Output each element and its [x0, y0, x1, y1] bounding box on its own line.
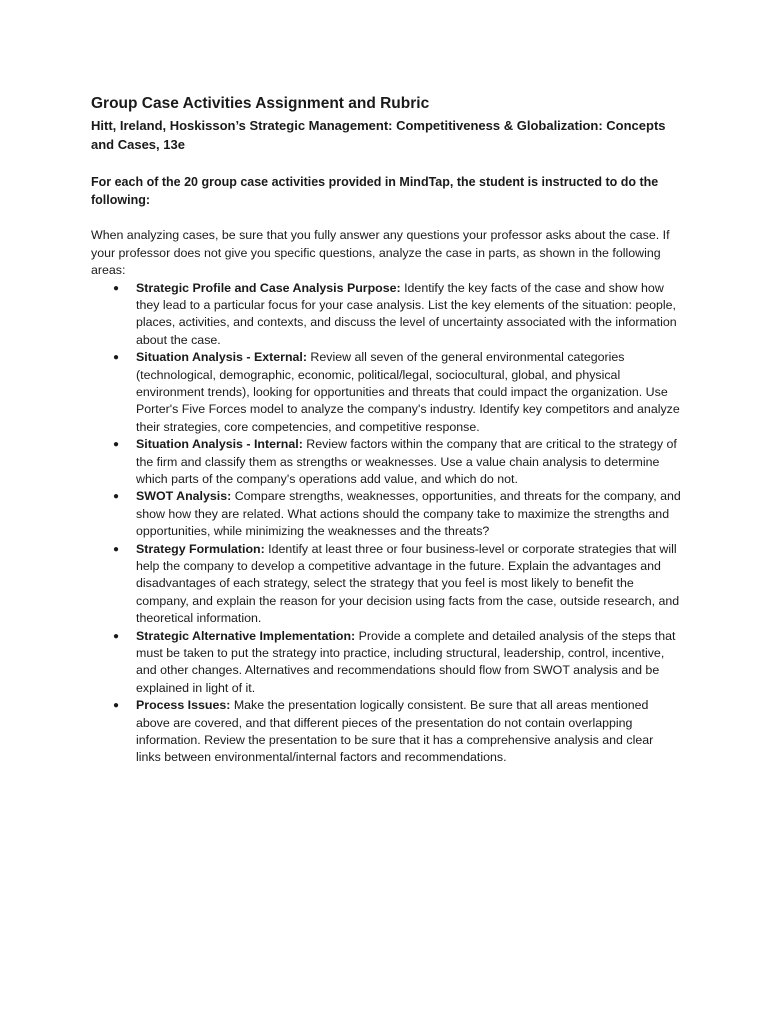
analysis-area-description: Make the presentation logically consistent. Be sure that all areas mentioned above are covered, and that different pieces of the presentation do not contain overlapping information. Review the presentation to be sure that it has a comprehensive analysis and clear links between environmental/internal factors and recommendations. [136, 698, 654, 765]
analysis-area-term: Process Issues: [136, 698, 231, 713]
analysis-area-item [91, 488, 681, 540]
analysis-area-term: SWOT Analysis: [136, 489, 232, 504]
bullet-icon: ● [113, 491, 120, 503]
analysis-area-term: Strategic Alternative Implementation: [136, 628, 356, 643]
analysis-area-description: Identify the key facts of the case and show how they lead to a particular focus for your case analysis. List the key elements of the situation: people, places, activities, and contexts, and discuss the level of uncertainty associated with the information about the case. [136, 280, 677, 347]
analysis-area-item [91, 541, 681, 628]
instruction-paragraph: For each of the 20 group case activities provided in MindTap, the student is instructed to do the following: [91, 175, 659, 207]
document-subtitle: Hitt, Ireland, Hoskisson’s Strategic Management: Competitiveness & Globalization: Concepts and Cases, 13e [91, 118, 666, 152]
bullet-icon: ● [113, 352, 120, 364]
document-title: Group Case Activities Assignment and Rubric [91, 95, 430, 112]
document-page [91, 94, 681, 767]
analysis-area-term: Situation Analysis - External: [136, 350, 307, 365]
analysis-area-item [91, 436, 681, 488]
analysis-area-term: Situation Analysis - Internal: [136, 437, 303, 452]
analysis-area-item [91, 280, 681, 350]
intro-paragraph: When analyzing cases, be sure that you fully answer any questions your professor asks about the case. If your professor does not give you specific questions, analyze the case in parts, as shown in the following areas: [91, 228, 670, 277]
analysis-areas-list [91, 280, 681, 767]
analysis-area-description: Review all seven of the general environmental categories (technological, demographic, economic, political/legal, sociocultural, global, and physical environment trends), looking for opportunities and threats that could impact the organization. Use Porter's Five Forces model to analyze the company's industry. Identify key competitors and analyze their strategies, core competencies, and competitive response. [136, 350, 680, 434]
bullet-icon: ● [113, 439, 120, 451]
analysis-area-term: Strategy Formulation: [136, 541, 265, 556]
bullet-icon: ● [113, 630, 120, 642]
analysis-area-description: Provide a complete and detailed analysis of the steps that must be taken to put the strategy into practice, including structural, leadership, control, incentive, and other changes. Alternatives and recommendations should flow from SWOT analysis and be explained in light of it. [136, 628, 676, 695]
bullet-icon: ● [113, 543, 120, 555]
analysis-area-description: Compare strengths, weaknesses, opportunities, and threats for the company, and show how they are related. What actions should the company take to maximize the strengths and opportunities, while minimizing the weaknesses and the threats? [136, 489, 681, 539]
analysis-area-item [91, 349, 681, 436]
analysis-area-item [91, 697, 681, 767]
bullet-icon: ● [113, 282, 120, 294]
analysis-area-item [91, 628, 681, 698]
analysis-area-description: Identify at least three or four business-level or corporate strategies that will help the company to develop a competitive advantage in the future. Explain the advantages and disadvantages of each strategy, select the strategy that you feel is most likely to benefit the company, and explain the reason for your decision using facts from the case, outside research, and theoretical information. [136, 541, 680, 626]
analysis-area-term: Strategic Profile and Case Analysis Purpose: [136, 280, 401, 295]
analysis-area-description: Review factors within the company that are critical to the strategy of the firm and classify them as strengths or weaknesses. Use a value chain analysis to determine which parts of the company's operations add value, and which do not. [136, 437, 677, 486]
bullet-icon: ● [113, 700, 120, 712]
